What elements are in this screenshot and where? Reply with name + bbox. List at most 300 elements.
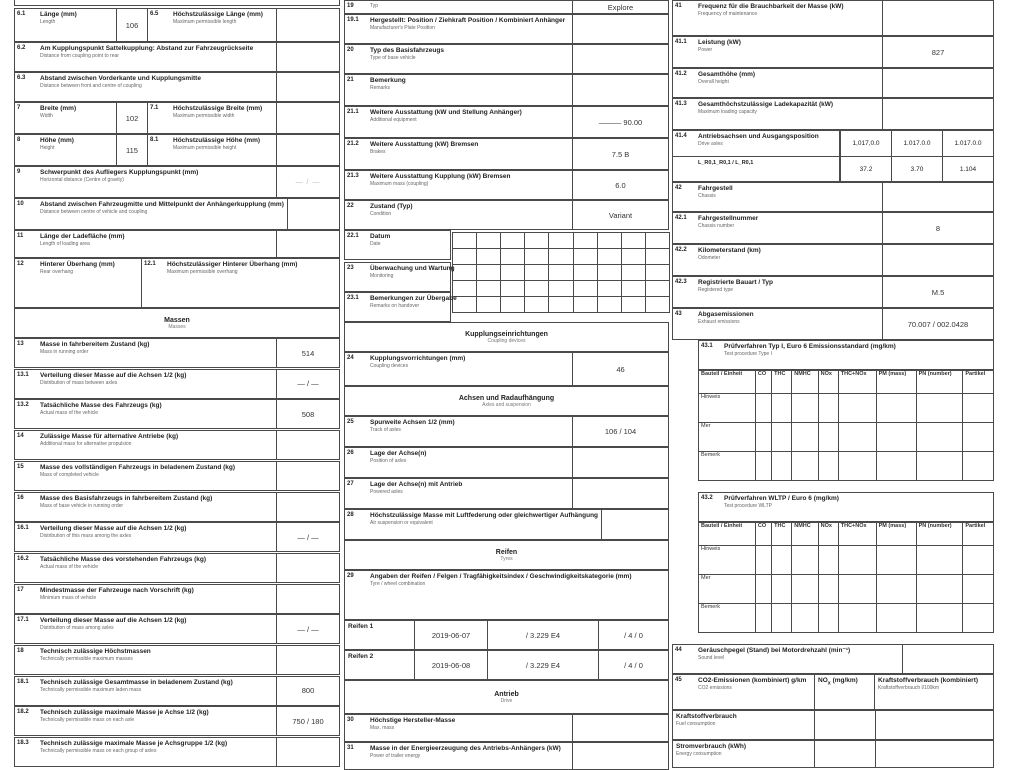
label-en: Test procedure WLTP [724, 503, 772, 509]
label-de: Tatsächliche Masse des vorstehenden Fahrzeugs (kg) [40, 555, 207, 563]
field-label [695, 37, 883, 67]
form-row [672, 276, 994, 308]
emission-cell [838, 575, 876, 604]
emission-cell [792, 423, 818, 452]
field-number: 45 [675, 677, 682, 683]
label-en: Height [40, 145, 55, 151]
label-en: Technically permissible maximum laden mass [40, 686, 142, 693]
label-de: Höchstzulässige Höhe (mm) [173, 137, 261, 144]
tyre-fraction: / 4 / 0 [624, 660, 643, 670]
emission-col-header: PN (number) [916, 523, 963, 546]
field-label [367, 417, 573, 446]
label-en: Remarks [370, 85, 391, 91]
label-en: Distribution of this mass among the axles [40, 533, 132, 540]
row-length [14, 8, 340, 42]
form-row [14, 492, 340, 522]
label-de: Frequenz für die Brauchbarkeit der Masse (kW) [698, 3, 844, 10]
form-row [344, 509, 669, 540]
label-en: Distance from coupling point to rear [40, 53, 119, 59]
label-en: Sound level [698, 655, 725, 661]
field-number: 21.3 [347, 173, 359, 179]
form-row [672, 244, 994, 276]
emission-cell [818, 452, 838, 481]
field-number: 19.1 [347, 17, 359, 23]
emission-cell [838, 452, 876, 481]
label-de: Verteilung dieser Masse auf die Achsen 1/2 (kg) [40, 371, 187, 379]
field-number: 21.1 [347, 109, 359, 115]
label-en: Max. mass [370, 725, 395, 731]
emission-cell [755, 452, 771, 481]
emission-cell [792, 452, 818, 481]
field-number: 29 [347, 573, 354, 579]
form-row [14, 706, 340, 736]
field-number: 15 [17, 463, 24, 470]
field-number: 8.1 [150, 137, 159, 143]
field-label [37, 259, 142, 307]
label-en: Coupling devices [370, 363, 409, 369]
section-header-axles [344, 386, 669, 416]
form-row [14, 645, 340, 675]
field-value [883, 69, 993, 97]
emission-cell [963, 394, 994, 423]
row-date [344, 230, 451, 260]
middle-column [344, 0, 669, 768]
axle-value: 1,017,0.0 [840, 131, 891, 156]
field-label [695, 309, 883, 339]
label-de: Stromverbrauch (kWh) [676, 743, 747, 750]
field-label [37, 677, 277, 705]
field-label [367, 263, 458, 291]
form-row [672, 0, 994, 36]
field-label [876, 711, 993, 739]
field-number: 21 [347, 77, 354, 83]
field-number: 43 [675, 311, 682, 317]
label-de: Fahrgestell [698, 185, 733, 192]
label-de: Schwerpunkt des Aufliegers Kupplungspunkt (mm) [40, 169, 199, 176]
tyre-code: / 3.229 E4 [488, 651, 599, 679]
field-label [721, 341, 993, 369]
row-co2 [672, 674, 994, 710]
field-label [37, 339, 277, 367]
field-number: 44 [675, 647, 682, 653]
field-number: 18.2 [17, 709, 29, 716]
field-number: 21.2 [347, 141, 359, 147]
emission-cell [963, 452, 994, 481]
field-value [277, 231, 339, 257]
form-row [344, 478, 669, 509]
field-label [367, 479, 573, 508]
field-label [37, 231, 277, 257]
field-label [367, 45, 573, 73]
label-en: Exhaust emissions [698, 319, 740, 325]
field-value [883, 1, 993, 35]
label-en: Length of loading area [40, 241, 90, 247]
field-label [721, 493, 993, 521]
label-en: Registered type [698, 287, 734, 293]
field-value: 106 [117, 9, 148, 41]
field-label [37, 135, 117, 165]
field-number: 17 [17, 586, 24, 593]
emission-cell [963, 423, 994, 452]
emission-cell [876, 546, 916, 575]
field-value [573, 45, 668, 73]
emission-col-header: NOx [818, 523, 838, 546]
emission-cell [876, 575, 916, 604]
emission-cell [755, 575, 771, 604]
field-label [695, 1, 883, 35]
emission-cell [916, 546, 963, 575]
field-label [37, 493, 277, 521]
field-number: 43.1 [701, 343, 713, 349]
emission-cell [916, 452, 963, 481]
field-label [170, 103, 277, 133]
field-label [695, 277, 883, 307]
emission-cell [876, 394, 916, 423]
form-row [344, 200, 669, 230]
form-row [344, 447, 669, 478]
field-label [170, 9, 277, 41]
label-en: Tyre / wheel combination [370, 581, 426, 587]
emission-cell [792, 394, 818, 423]
section-header-drive [344, 680, 669, 714]
section-title-de: Achsen und Radaufhängung [458, 394, 555, 402]
field-label [37, 523, 277, 551]
emission-cell [876, 604, 916, 633]
label-de: Technisch zulässige maximale Masse je Achsgruppe 1/2 (kg) [40, 740, 228, 748]
field-label [367, 293, 460, 321]
emission-cell [772, 394, 792, 423]
label-de: Zulässige Masse für alternative Antriebe (kg) [40, 433, 179, 441]
label-en: Mass in running order [40, 349, 89, 355]
field-number: 42.3 [675, 279, 687, 285]
field-number: 30 [347, 717, 354, 723]
field-label [695, 183, 883, 211]
label-en: Air suspension or equivalent [370, 520, 433, 526]
field-label [367, 75, 573, 105]
emission-cell [772, 452, 792, 481]
field-label [164, 259, 339, 307]
field-label [37, 167, 277, 197]
label-de: Verteilung dieser Masse auf die Achsen 1/2 (kg) [40, 617, 187, 625]
label-de: Bemerkungen zur Übergabe [370, 295, 457, 302]
label-de: Lage der Achse(n) mit Antrieb [370, 481, 463, 488]
label-de: Weitere Ausstattung (kW und Stellung Anhänger) [370, 109, 522, 116]
field-number: 42.2 [675, 247, 687, 253]
label-en: Typ [370, 3, 379, 9]
label-en: Power [698, 47, 713, 53]
field-value [277, 738, 339, 766]
field-label [170, 135, 277, 165]
field-value: — / — [297, 624, 319, 634]
field-value [277, 462, 339, 490]
field-number: 6.1 [17, 11, 26, 17]
label-de: Lage der Achse(n) [370, 450, 427, 457]
field-label [37, 370, 277, 398]
label-en: Maximum permissible overhang [167, 269, 238, 275]
field-value [573, 448, 668, 477]
tyre-fraction: / 4 / 0 [624, 630, 643, 640]
label-en: Width [40, 113, 53, 119]
form-row [672, 98, 994, 130]
field-label [367, 448, 573, 477]
field-value [883, 245, 993, 275]
emission-cell [876, 423, 916, 452]
section-title-en: Tyres [500, 555, 513, 562]
field-number: 24 [347, 355, 354, 361]
label-de: Höchstige Hersteller-Masse [370, 717, 456, 724]
row-overhang [14, 258, 340, 308]
field-label [37, 585, 277, 613]
field-value [277, 431, 339, 459]
field-number: 22 [347, 203, 354, 209]
field-number: 16 [17, 494, 24, 501]
label-de: Masse des Basisfahrzeugs in fahrbereitem Zustand (kg) [40, 494, 213, 502]
field-value: 6.0 [615, 180, 626, 190]
field-label [673, 711, 815, 739]
field-number: 13.2 [17, 402, 29, 409]
label-de: Abstand zwischen Vorderkante und Kupplungsmitte [40, 75, 201, 82]
emission-col-header: NMHC [792, 371, 818, 394]
form-row [14, 614, 340, 644]
form-row [344, 74, 669, 106]
emission-cell [838, 423, 876, 452]
label-de: Höchstzulässige Breite (mm) [173, 105, 263, 112]
axle-value: 1.017.0.0 [942, 131, 993, 156]
tyre-code: / 3.229 E4 [488, 621, 599, 649]
label-en: Energy consumption [676, 751, 722, 757]
emission-cell [792, 604, 818, 633]
label-de: Technisch zulässige Gesamtmasse in beladenem Zustand (kg) [40, 678, 233, 686]
field-number: 41.2 [675, 71, 687, 77]
field-label [367, 510, 602, 539]
right-column [672, 0, 994, 768]
field-number: 41.3 [675, 101, 687, 107]
form-row [14, 338, 340, 368]
row-width [14, 102, 340, 134]
label-de: Gesamthöchstzulässige Ladekapazität (kW) [698, 101, 834, 108]
label-de: Länge (mm) [40, 11, 77, 18]
field-value [277, 73, 339, 101]
emission-cell [818, 575, 838, 604]
label-de: Reifen 2 [348, 653, 374, 660]
field-label: $NO_x$ (mg/km) [815, 675, 875, 709]
label-de: Prüfverfahren Typ I, Euro 6 Emissionsstandard (mg/km) [724, 343, 896, 350]
tyre-label [345, 621, 415, 649]
label-de: Antriebsachsen und Ausgangsposition [698, 133, 819, 140]
emission-cell [772, 604, 792, 633]
label-en: Maximum permissible length [173, 19, 237, 25]
row-energy [672, 740, 994, 768]
field-value [903, 645, 993, 673]
label-en: Horizontal distance (Centre of gravity) [40, 177, 124, 183]
tyre-label [345, 651, 415, 679]
label-en: CO2 emissions [698, 685, 732, 691]
field-number: 7 [17, 105, 21, 111]
label-en: Kraftstoffverbrauch l/100km [878, 685, 940, 691]
label-en: Test procedure Type I [724, 351, 772, 357]
field-number: 10 [17, 201, 24, 207]
field-value [277, 493, 339, 521]
emission-col-header: THC+NOx [838, 523, 876, 546]
label-de: Registrierte Bauart / Typ [698, 279, 774, 286]
field-label: L_R0,1_R0,1 / L_R0,1 [695, 157, 840, 181]
section-title-en: Axles and suspension [482, 401, 531, 408]
emission-cell [963, 604, 994, 633]
form-row [344, 416, 669, 447]
field-value: Variant [608, 210, 633, 220]
field-label [367, 107, 573, 137]
label-de: Kilometerstand (km) [698, 247, 761, 254]
field-label [367, 715, 573, 741]
form-row [14, 584, 340, 614]
axle-value: 1.104 [942, 157, 993, 181]
form-row [344, 138, 669, 170]
field-label [37, 615, 277, 643]
label-de: Kraftstoffverbrauch [676, 713, 737, 720]
label-de: Höhe (mm) [40, 137, 74, 144]
label-de: Weitere Ausstattung (kW) Bremsen [370, 141, 479, 148]
date-grid [452, 232, 670, 313]
form-row [672, 68, 994, 98]
field-label [367, 15, 573, 43]
form-row [14, 430, 340, 460]
form-row [672, 36, 994, 68]
axle-value: 3.70 [891, 157, 942, 181]
form-row [14, 522, 340, 552]
emission-col-header: THC+NOx [838, 371, 876, 394]
label-de: Mindestmasse der Fahrzeuge nach Vorschrift (kg) [40, 586, 194, 594]
section-title-en: Masses [168, 323, 186, 330]
label-en: Mass of completed vehicle [40, 471, 99, 478]
field-number: 41.1 [675, 39, 687, 45]
field-value [277, 43, 339, 71]
form-row [344, 14, 669, 44]
tyre-row [344, 650, 669, 680]
emission-row-label: Mer [699, 575, 756, 604]
emission-cell [963, 546, 994, 575]
section-title-de: Antrieb [494, 690, 519, 698]
field-label [695, 69, 883, 97]
tyre-date: 2019-06-08 [415, 651, 488, 679]
label-en: Monitoring [370, 273, 394, 279]
row-coupling-distance [14, 42, 340, 72]
field-value: 102 [117, 103, 148, 133]
row-fuel [672, 710, 994, 740]
emission-col-header: Bauteil / Einheit [699, 523, 756, 546]
field-value [573, 743, 668, 769]
field-value [573, 715, 668, 741]
label-de: Masse in fahrbereitem Zustand (kg) [40, 341, 150, 348]
label-en: Distance between centre of vehicle and coupling [40, 209, 148, 215]
label-de: Reifen 1 [348, 623, 374, 630]
form-row [344, 44, 669, 74]
label-de: Technisch zulässige Höchstmassen [40, 648, 151, 655]
field-label [367, 139, 573, 169]
emission-cell [916, 604, 963, 633]
field-value: 8 [935, 223, 941, 233]
emission-row-label: Bemerk [699, 452, 756, 481]
field-value [277, 585, 339, 613]
field-number: 18.1 [17, 678, 29, 685]
field-number: 6.2 [17, 45, 26, 51]
emission-cell [772, 546, 792, 575]
form-row [14, 553, 340, 583]
label-de: Typ des Basisfahrzeugs [370, 47, 444, 54]
row-sound-level [672, 644, 994, 674]
form-row [14, 737, 340, 767]
form-row [14, 676, 340, 706]
field-value [277, 103, 339, 133]
emission-col-header: PN (number) [916, 371, 963, 394]
field-label [37, 103, 117, 133]
section-title-de: Kupplungseinrichtungen [465, 330, 548, 338]
emission-col-header: Bauteil / Einheit [699, 371, 756, 394]
emission-cell [838, 604, 876, 633]
field-number: 18.3 [17, 740, 29, 747]
form-row [344, 106, 669, 138]
field-label [37, 431, 277, 459]
row-drive-axles [672, 130, 994, 182]
section-header-coupling [344, 322, 669, 352]
emission-cell [963, 575, 994, 604]
field-label [695, 245, 883, 275]
field-value: 827 [931, 47, 945, 57]
field-value: 106 / 104 [604, 427, 637, 436]
label-de: Verteilung dieser Masse auf die Achsen 1/2 (kg) [40, 525, 187, 533]
label-de: Länge der Ladefläche (mm) [40, 233, 125, 240]
field-value: — / — [295, 178, 321, 186]
emission-cell [755, 604, 771, 633]
label-en: Chassis number [698, 223, 735, 229]
label-de: Abstand zwischen Fahrzeugmitte und Mittelpunkt der Anhängerkupplung (mm) [40, 201, 284, 208]
label-de: Datum [370, 233, 391, 240]
row-front-distance [14, 72, 340, 102]
field-number: 25 [347, 419, 354, 425]
row-coupling-devices [344, 352, 669, 386]
emission-cell [772, 575, 792, 604]
label-de: Höchstzulässige Länge (mm) [173, 11, 263, 18]
emission-cell [755, 394, 771, 423]
field-value [883, 183, 993, 211]
label-de: Prüfverfahren WLTP / Euro 6 (mg/km) [724, 495, 839, 502]
emission-cell [772, 423, 792, 452]
field-number: 18 [17, 648, 24, 654]
field-value: 70.007 / 002.0428 [907, 319, 969, 329]
field-label [37, 738, 277, 766]
label-en: Frequency of maintenance [698, 11, 758, 17]
top-strip [14, 0, 340, 6]
emission-row-label: Hinweis [699, 546, 756, 575]
field-number: 42.1 [675, 215, 687, 221]
form-row [344, 262, 455, 292]
emission-cell [792, 546, 818, 575]
field-label [695, 675, 815, 709]
section-title-en: Coupling devices [487, 337, 526, 344]
label-en: Maximum permissible width [173, 113, 235, 119]
field-label [367, 231, 450, 259]
field-number: 41.4 [675, 133, 687, 139]
tyre-row [344, 620, 669, 650]
label-de: Tatsächliche Masse des Fahrzeugs (kg) [40, 402, 162, 410]
emission-col-header: CO [755, 371, 771, 394]
label-en: Minimum mass of vehicle [40, 594, 97, 601]
emission-cell [916, 575, 963, 604]
label-en: Overall height [698, 79, 729, 85]
field-number: 19 [347, 3, 354, 9]
field-label [367, 571, 668, 619]
field-number: 7.1 [150, 105, 159, 111]
label-en: Brakes [370, 149, 386, 155]
